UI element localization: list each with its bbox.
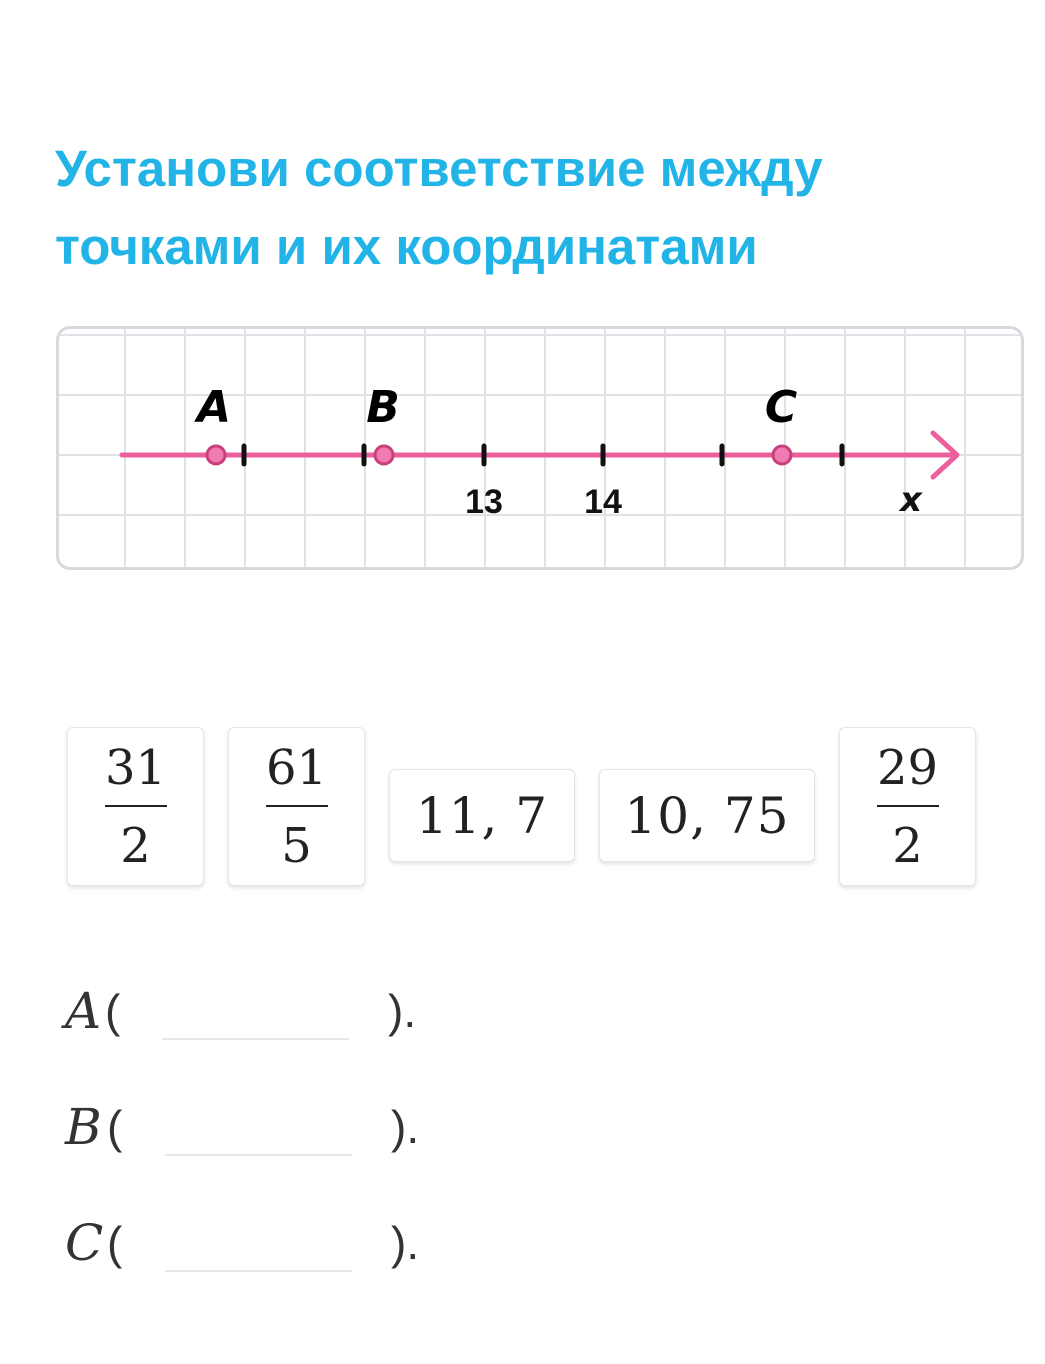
fraction (877, 741, 939, 873)
drop-slot-b[interactable] (165, 1154, 352, 1156)
grid (56, 326, 1024, 570)
answer-card-29-2[interactable] (839, 727, 976, 886)
point-a-label: A (196, 382, 232, 433)
point-c-label: C (764, 382, 798, 433)
answer-card-10-75[interactable] (599, 769, 815, 862)
open-paren: ( (107, 1217, 123, 1269)
open-paren: ( (105, 985, 121, 1037)
close-paren: ). (391, 1101, 420, 1153)
fraction-bar (266, 805, 328, 807)
point-name: A (65, 982, 102, 1040)
decimal-value: 10, 75 (624, 786, 790, 845)
number-line-panel (56, 326, 1024, 570)
number-line-figure (56, 326, 1024, 570)
close-paren: ). (391, 1217, 420, 1269)
point-a-marker (207, 446, 225, 464)
fraction-numerator: 61 (265, 739, 328, 796)
axis-label-x: x (900, 480, 922, 520)
drop-slot-c[interactable] (165, 1270, 352, 1272)
close-paren: ). (388, 985, 417, 1037)
point-c-marker (773, 446, 791, 464)
fraction-denominator: 5 (281, 817, 312, 874)
fraction-numerator: 29 (876, 739, 939, 796)
fraction-numerator: 31 (104, 739, 167, 796)
point-b-marker (375, 446, 393, 464)
drop-slot-a[interactable] (162, 1038, 349, 1040)
fraction-denominator: 2 (120, 817, 151, 874)
fraction-bar (877, 805, 939, 807)
answer-row-c (65, 1214, 425, 1284)
answer-row-b (65, 1098, 425, 1168)
answer-row-a (65, 982, 425, 1052)
open-paren: ( (107, 1101, 123, 1153)
task-title-line-2: точками и их координатами (55, 218, 758, 275)
point-b-label: B (366, 382, 400, 433)
axis (122, 433, 957, 477)
answer-card-31-2[interactable] (67, 727, 204, 886)
task-title (55, 130, 1015, 286)
fraction-denominator: 2 (892, 817, 923, 874)
point-name: C (65, 1214, 104, 1272)
tick-label-13: 13 (465, 483, 503, 521)
answer-card-61-5[interactable] (228, 727, 365, 886)
point-name: B (65, 1098, 102, 1156)
decimal-value: 11, 7 (415, 786, 549, 845)
task-title-line-1: Установи соответствие между (55, 140, 823, 197)
tick-label-14: 14 (584, 483, 622, 521)
fraction (105, 741, 167, 873)
fraction-bar (105, 805, 167, 807)
answer-card-11-7[interactable] (389, 769, 575, 862)
fraction (266, 741, 328, 873)
